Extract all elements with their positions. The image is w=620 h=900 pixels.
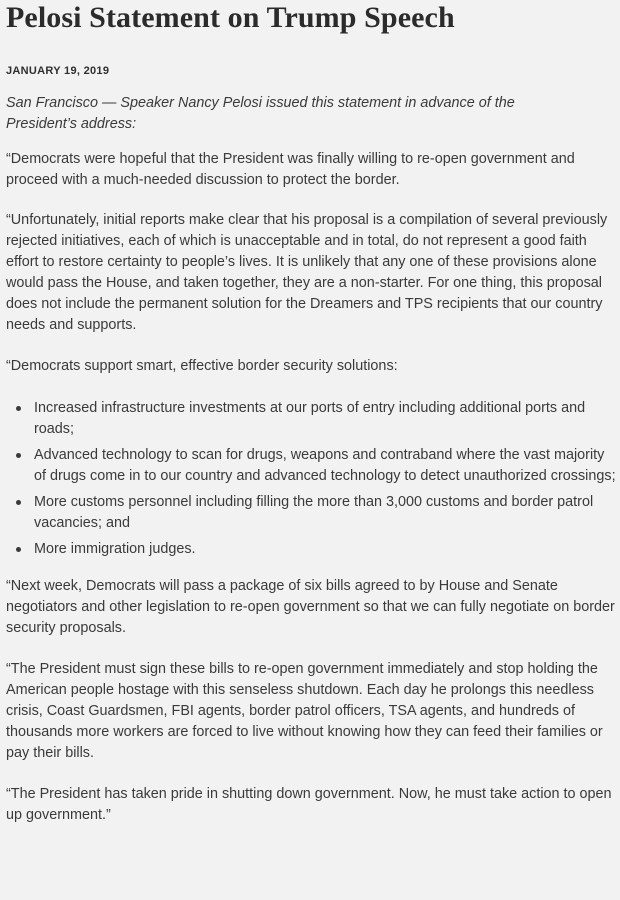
list-item (6, 539, 619, 560)
paragraph-closing: “The President has taken pride in shutting down government. Now, he must take action to open up government.” (6, 786, 612, 823)
intro-line: San Francisco — Speaker Nancy Pelosi issued this statement in advance of the President’s address: (6, 95, 515, 132)
list-item (6, 492, 619, 534)
list-item-text: Increased infrastructure investments at our ports of entry including additional ports and roads; (34, 400, 586, 437)
list-item-text: Advanced technology to scan for drugs, weapons and contraband where the vast majority of drugs come in to our country and advanced technology to detect unauthorized crossings; (34, 447, 616, 484)
bullet-dot-icon (16, 500, 21, 505)
bullet-dot-icon (16, 453, 21, 458)
release-date: JANUARY 19, 2019 (6, 65, 110, 77)
border-solutions-list (6, 398, 620, 560)
list-item-text: More customs personnel including filling the more than 3,000 customs and border patrol vacancies; and (34, 494, 594, 531)
paragraph-sign-bills: “The President must sign these bills to re-open government immediately and stop holding the American people hostage with this senseless shutdown. Each day he prolongs this needless crisis, Coast Guardsmen, FBI agents, border patrol officers, TSA agents, and hundreds of thousands more workers are forced to live without knowing how they can feed their families or pay their bills. (6, 661, 603, 761)
list-item (6, 445, 619, 487)
paragraph-unfortunately: “Unfortunately, initial reports make clear that his proposal is a compilation of several previously rejected initiatives, each of which is unacceptable and in total, do not represent a good faith effort to restore certainty to people’s lives. It is unlikely that any one of these provisions alone would pass the House, and taken together, they are a non-starter. For one thing, this proposal does not include the permanent solution for the Dreamers and TPS recipients that our country needs and supports. (6, 212, 608, 333)
bullet-dot-icon (16, 547, 21, 552)
page-title: Pelosi Statement on Trump Speech (6, 1, 455, 34)
bullet-dot-icon (16, 406, 21, 411)
paragraph-hopeful: “Democrats were hopeful that the President was finally willing to re-open government and proceed with a much-needed discussion to protect the border. (6, 151, 575, 188)
paragraph-border-security: “Democrats support smart, effective border security solutions: (6, 358, 398, 374)
list-item-text: More immigration judges. (34, 541, 196, 557)
list-item (6, 398, 619, 440)
paragraph-next-week: “Next week, Democrats will pass a package of six bills agreed to by House and Senate negotiators and other legislation to re-open government so that we can fully negotiate on border security proposals. (6, 578, 615, 636)
